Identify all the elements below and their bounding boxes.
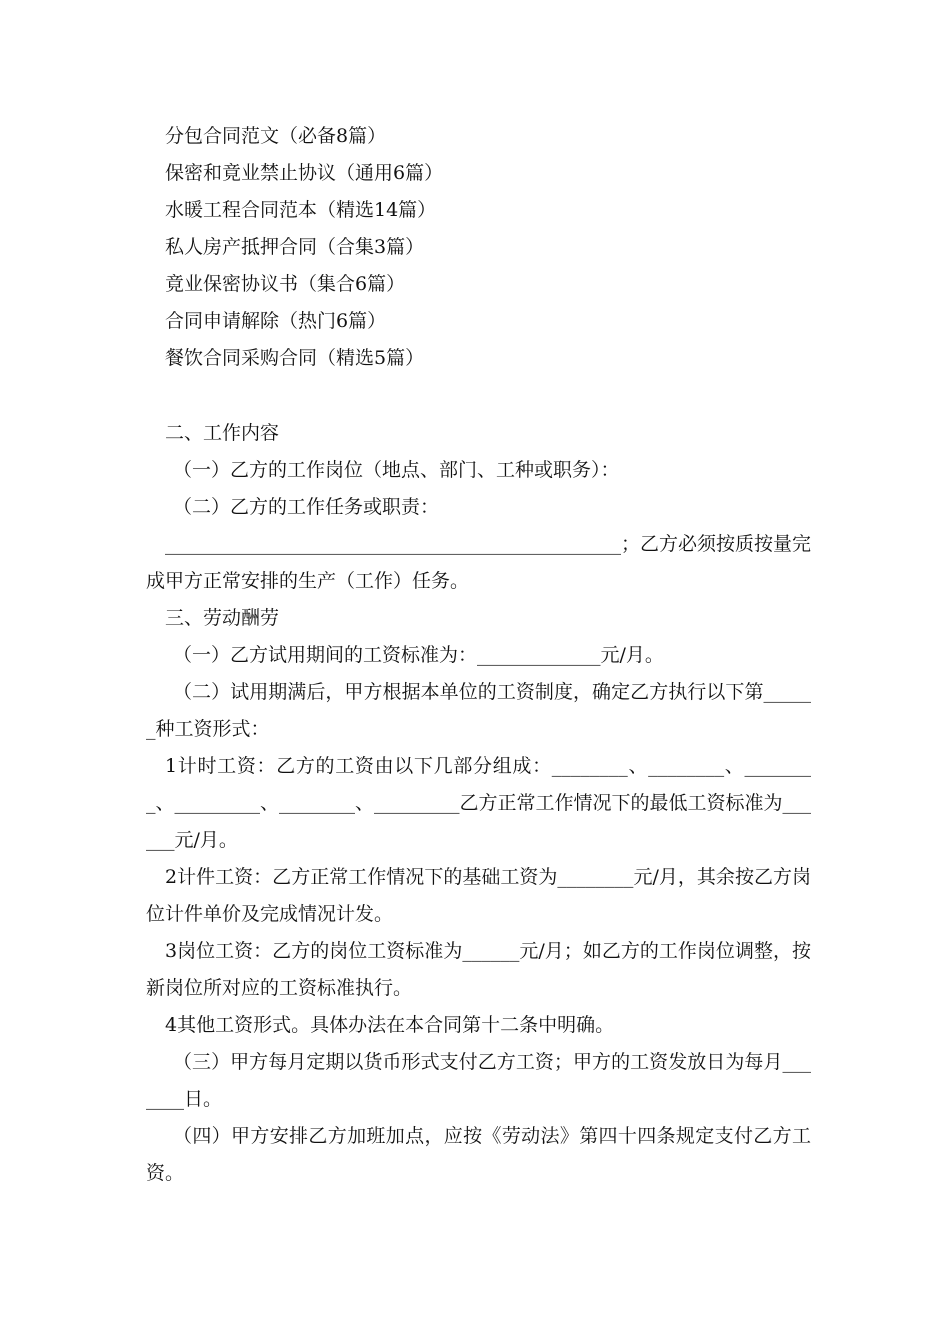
related-article-link[interactable]: 私人房产抵押合同（合集3篇） xyxy=(165,236,425,258)
related-article-link[interactable]: 保密和竟业禁止协议（通用6篇） xyxy=(165,162,444,184)
clause-paragraph: （四）甲方安排乙方加班加点，应按《劳动法》第四十四条规定支付乙方工资。 xyxy=(146,1125,811,1184)
clause-paragraph: ________________________________________________；乙方必须按质按量完成甲方正常安排的生产（工作）任务。 xyxy=(146,533,812,592)
related-articles-list xyxy=(165,118,805,377)
clause-paragraph: （三）甲方每月定期以货币形式支付乙方工资；甲方的工资发放日为每月_______日。 xyxy=(146,1051,811,1110)
clause-paragraph: （二）乙方的工作任务或职责： xyxy=(173,496,440,518)
contract-body xyxy=(146,415,811,1192)
clause-paragraph: 2计件工资：乙方正常工作情况下的基础工资为________元/月，其余按乙方岗位计件单价及完成情况计发。 xyxy=(146,866,811,925)
related-article-link[interactable]: 合同申请解除（热门6篇） xyxy=(165,310,387,332)
clause-paragraph: 4其他工资形式。具体办法在本合同第十二条中明确。 xyxy=(165,1014,615,1036)
related-article-link[interactable]: 水暖工程合同范本（精选14篇） xyxy=(165,199,437,221)
clause-paragraph: 1计时工资：乙方的工资由以下几部分组成：________、________、________、_________、________、_________乙方正常工作情况下的最低工资标准为______元/月。 xyxy=(146,755,812,851)
related-article-link[interactable]: 餐饮合同采购合同（精选5篇） xyxy=(165,347,425,369)
clause-paragraph: 3岗位工资：乙方的岗位工资标准为______元/月；如乙方的工作岗位调整，按新岗位所对应的工资标准执行。 xyxy=(146,940,811,999)
clause-paragraph: （一）乙方试用期间的工资标准为：_____________元/月。 xyxy=(173,644,664,666)
clause-paragraph: （一）乙方的工作岗位（地点、部门、工种或职务）： xyxy=(173,459,620,481)
section-heading: 三、劳动酬劳 xyxy=(165,607,280,629)
section-heading: 二、工作内容 xyxy=(165,422,280,444)
related-article-link[interactable]: 分包合同范文（必备8篇） xyxy=(165,125,387,147)
related-article-link[interactable]: 竟业保密协议书（集合6篇） xyxy=(165,273,406,295)
clause-paragraph: （二）试用期满后，甲方根据本单位的工资制度，确定乙方执行以下第______种工资形式： xyxy=(146,681,811,740)
